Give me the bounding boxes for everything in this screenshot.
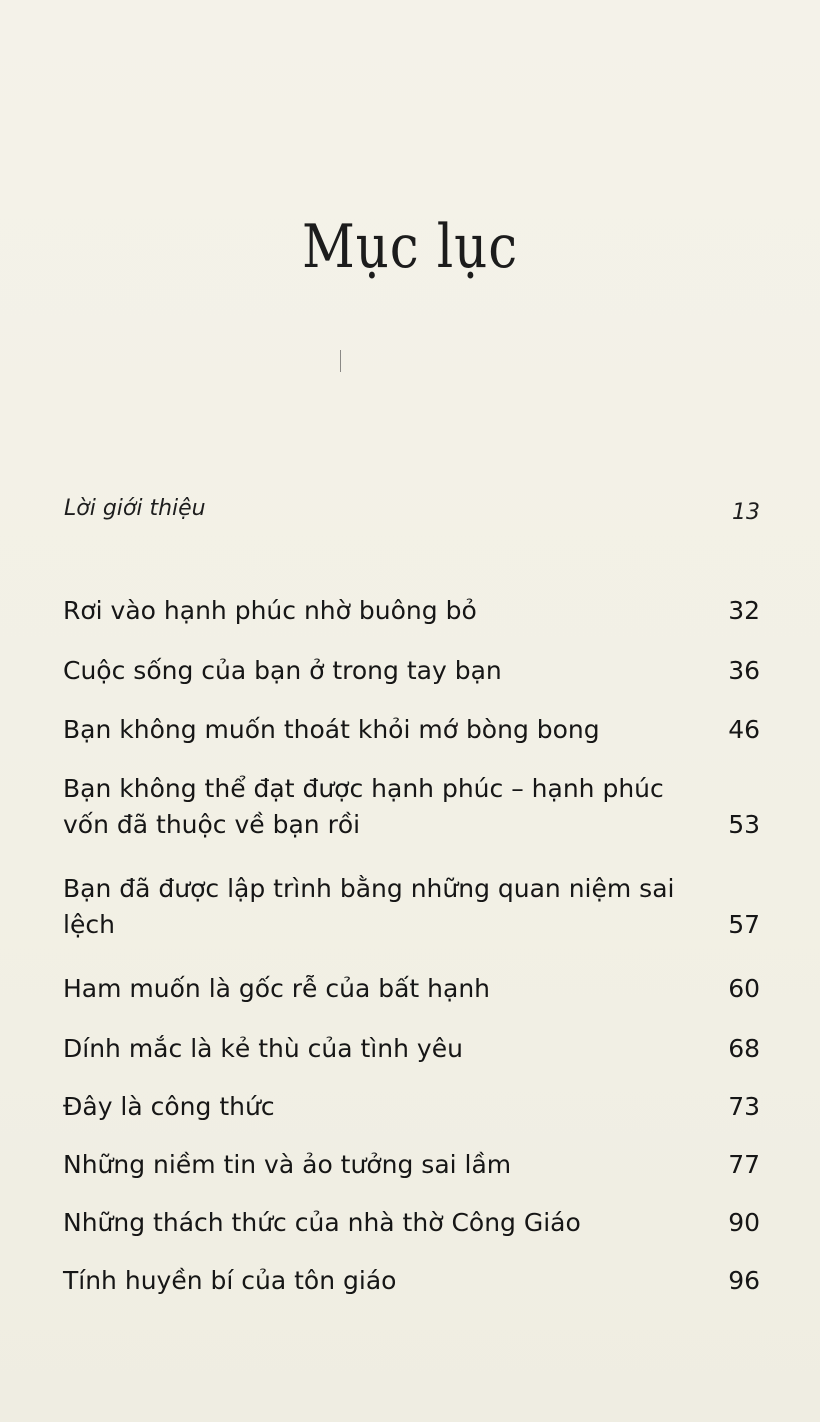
toc-entry-label: Bạn đã được lập trình bằng những quan niệm sai lệch bbox=[63, 874, 675, 939]
toc-entry-page: 53 bbox=[728, 810, 760, 839]
toc-entry-page: 60 bbox=[728, 974, 760, 1003]
toc-entry-page: 73 bbox=[728, 1092, 760, 1121]
toc-entry-page: 68 bbox=[728, 1034, 760, 1063]
toc-entry bbox=[63, 1031, 760, 1067]
toc-entry bbox=[63, 1089, 760, 1125]
toc-entry bbox=[63, 771, 760, 843]
toc-entry-label: Ham muốn là gốc rễ của bất hạnh bbox=[63, 974, 491, 1003]
toc-entry-label: Những thách thức của nhà thờ Công Giáo bbox=[63, 1208, 581, 1237]
toc-entry-label: Dính mắc là kẻ thù của tình yêu bbox=[63, 1034, 463, 1063]
title-ornament bbox=[340, 350, 347, 372]
toc-entry bbox=[63, 653, 760, 689]
toc-entry-page: 32 bbox=[728, 596, 760, 625]
toc-entry bbox=[63, 593, 760, 629]
toc-entry-label: Bạn không thể đạt được hạnh phúc – hạnh phúc vốn đã thuộc về bạn rồi bbox=[63, 774, 664, 839]
toc-entry-page: 46 bbox=[728, 715, 760, 744]
toc-entry-label: Bạn không muốn thoát khỏi mớ bòng bong bbox=[63, 715, 600, 744]
toc-entry-label: Cuộc sống của bạn ở trong tay bạn bbox=[63, 656, 502, 685]
toc-entry bbox=[63, 871, 760, 943]
toc-entry bbox=[63, 1147, 760, 1183]
toc-entry bbox=[63, 971, 760, 1007]
page-title: Mục lục bbox=[301, 212, 519, 282]
toc-entry-label: Những niềm tin và ảo tưởng sai lầm bbox=[63, 1150, 512, 1179]
toc-entry-label: Tính huyền bí của tôn giáo bbox=[63, 1266, 397, 1295]
toc-entry-page: 77 bbox=[728, 1150, 760, 1179]
toc-entry-label: Đây là công thức bbox=[63, 1092, 275, 1121]
toc-intro-label: Lời giới thiệu bbox=[64, 496, 206, 521]
toc-entry-page: 96 bbox=[728, 1266, 760, 1295]
toc-entry bbox=[63, 1205, 760, 1241]
toc-entry bbox=[63, 1263, 760, 1299]
toc-entry-page: 57 bbox=[728, 910, 760, 939]
toc-entry-page: 36 bbox=[728, 656, 760, 685]
toc-intro-page: 13 bbox=[732, 500, 760, 525]
toc-entry-page: 90 bbox=[728, 1208, 760, 1237]
toc-entry-label: Rơi vào hạnh phúc nhờ buông bỏ bbox=[63, 596, 477, 625]
toc-entry bbox=[63, 712, 760, 748]
